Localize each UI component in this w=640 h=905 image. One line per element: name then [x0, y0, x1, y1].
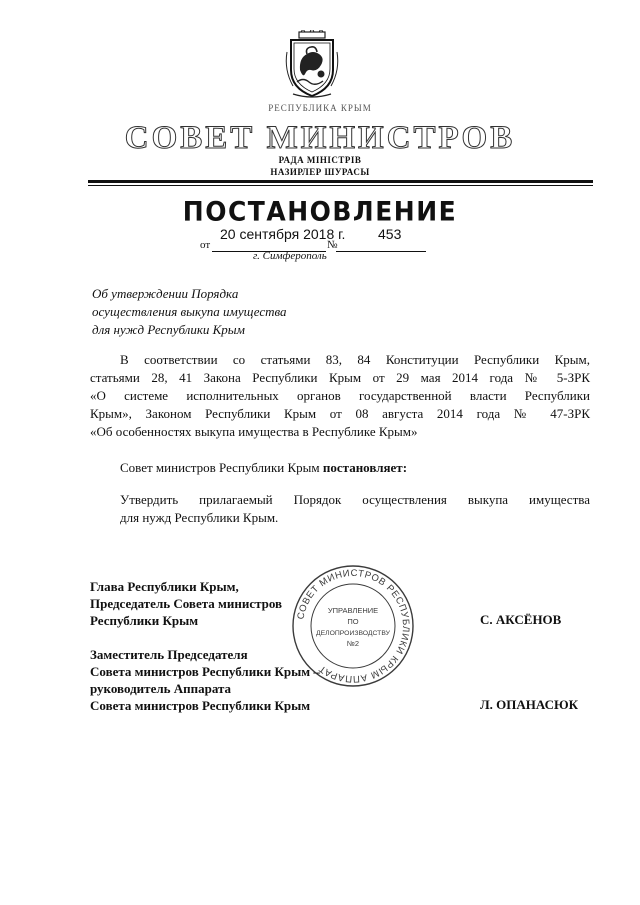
signatory-name-deputy: Л. ОПАНАСЮК — [480, 697, 579, 712]
document-city: г. Симферополь — [253, 250, 327, 262]
signature-title-line: Совета министров Республики Крым – — [90, 664, 320, 679]
approval-line: Утвердить прилагаемый Порядок осуществления выкупа имущества — [120, 492, 590, 507]
republic-name: РЕСПУБЛИКА КРЫМ — [268, 103, 372, 113]
signature-title-line: Республики Крым — [90, 613, 199, 628]
document-type: ПОСТАНОВЛЕНИЕ — [182, 196, 458, 227]
nazirler-name: НАЗИРЛЕР ШУРАСЫ — [270, 167, 370, 177]
document-number: 453 — [378, 226, 402, 242]
stamp-inner-line: №2 — [346, 639, 360, 648]
subject-line: Об утверждении Порядка — [92, 286, 239, 301]
council-name: СОВЕТ МИНИСТРОВ — [124, 120, 516, 156]
preamble-line: Крым», Законом Республики Крым от 08 августа 2014 года № 47-ЗРК — [90, 406, 590, 421]
svg-text:СОВЕТ МИНИСТРОВ РЕСПУБЛИКИ КРЫ — [295, 568, 411, 684]
number-underline — [336, 251, 426, 252]
subject-line: осуществления выкупа имущества — [92, 304, 287, 319]
preamble-line: В соответствии со статьями 83, 84 Конституции Республики Крым, — [120, 352, 590, 367]
signature-title-line: Председатель Совета министров — [90, 596, 283, 611]
stamp-inner-line: ПО — [347, 617, 359, 626]
approval-line: для нужд Республики Крым. — [120, 510, 279, 525]
number-label: № — [327, 239, 338, 251]
signature-title-head — [90, 578, 282, 629]
signature-title-line: руководитель Аппарата — [90, 681, 232, 696]
resolution-paragraph — [90, 459, 590, 477]
preamble-line: «Об особенностях выкупа имущества в Республике Крым» — [90, 424, 418, 439]
document-subject — [92, 285, 352, 339]
signatory-name-head: С. АКСЁНОВ — [480, 612, 562, 627]
signature-title-line: Совета министров Республики Крым — [90, 698, 311, 713]
resolution-verb: постановляет: — [322, 460, 408, 475]
stamp-inner-line: ДЕЛОПРОИЗВОДСТВУ — [316, 630, 390, 637]
from-label: от — [200, 239, 211, 251]
rada-name: РАДА МІНІСТРІВ — [278, 155, 362, 165]
signature-title-line: Заместитель Председателя — [90, 647, 248, 662]
resolution-prefix: Совет министров Республики Крым — [120, 460, 323, 475]
stamp-inner-line: УПРАВЛЕНИЕ — [327, 606, 379, 615]
date-number-line — [200, 226, 440, 252]
document-date: 20 сентября 2018 г. — [220, 226, 346, 242]
header-rule-thick — [88, 180, 593, 183]
subject-line: для нужд Республики Крым — [92, 322, 245, 337]
stamp-outer-text: СОВЕТ МИНИСТРОВ РЕСПУБЛИКИ КРЫМ АППАРАТ — [295, 567, 412, 685]
preamble-paragraph — [90, 351, 590, 441]
signature-title-line: Глава Республики Крым, — [90, 579, 239, 594]
header-rule-thin — [88, 185, 593, 186]
official-stamp — [290, 563, 416, 689]
preamble-line: статьями 28, 41 Закона Республики Крым от 29 мая 2014 года № 5-ЗРК — [90, 370, 590, 385]
crimea-coat-of-arms-icon — [283, 30, 341, 100]
signature-title-deputy — [90, 646, 320, 714]
preamble-line: «О системе исполнительных органов государственной власти Республики — [90, 388, 590, 403]
approval-paragraph — [90, 491, 590, 527]
